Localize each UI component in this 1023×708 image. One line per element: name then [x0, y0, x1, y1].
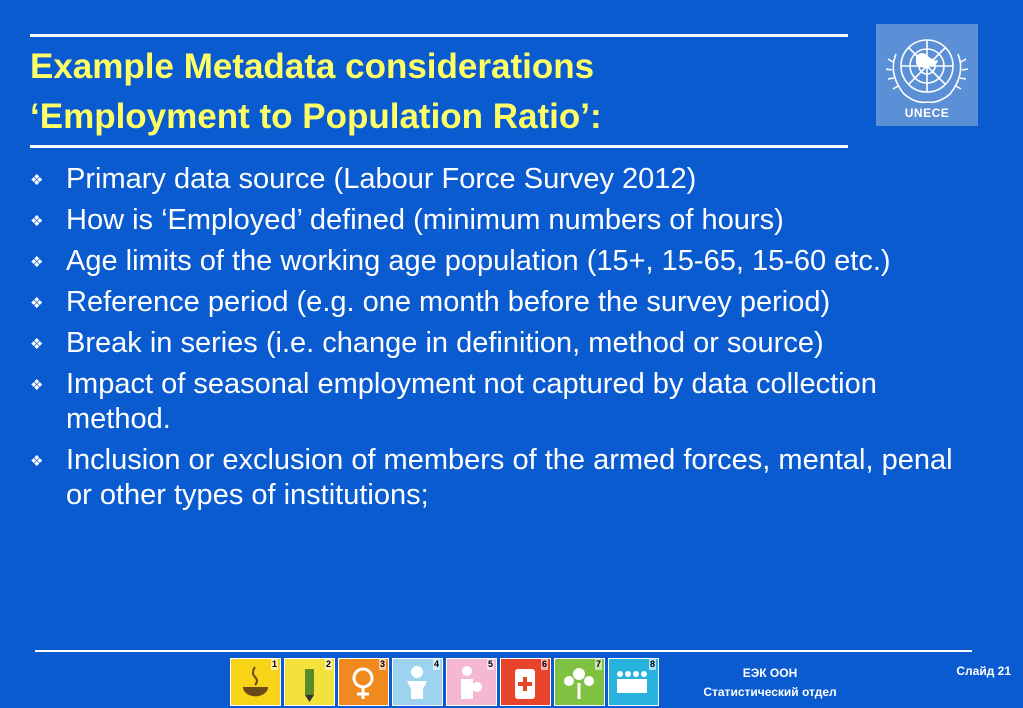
goal-number: 6	[541, 659, 547, 669]
bullet-item	[30, 367, 970, 437]
goal-number: 7	[595, 659, 601, 669]
bullet-text: Inclusion or exclusion of members of the armed forces, mental, penal or other types of institutions;	[66, 444, 953, 511]
bullet-item	[30, 203, 970, 238]
goal-number: 1	[271, 659, 277, 669]
goal-7-icon	[554, 658, 605, 706]
goal-number: 4	[433, 659, 439, 669]
mdg-goal-icons	[230, 658, 659, 706]
slide-title	[30, 42, 830, 142]
title-top-rule	[30, 34, 848, 37]
goal-number: 5	[487, 659, 493, 669]
un-emblem-icon	[876, 24, 978, 114]
goal-number: 3	[379, 659, 385, 669]
bullet-diamond-icon: ❖	[30, 254, 44, 271]
goal-5-icon	[446, 658, 497, 706]
footer-rule	[35, 650, 972, 652]
bullet-diamond-icon: ❖	[30, 336, 44, 353]
bullet-diamond-icon: ❖	[30, 172, 44, 189]
title-line-2: ‘Employment to Population Ratio’:	[30, 97, 602, 136]
org-name: ЕЭК ООН	[742, 666, 798, 680]
goal-8-icon	[608, 658, 659, 706]
bullet-item	[30, 326, 970, 361]
goal-3-icon	[338, 658, 389, 706]
slide-number: Слайд 21	[956, 664, 1011, 678]
logo-label: UNECE	[904, 106, 950, 120]
goal-6-icon	[500, 658, 551, 706]
title-bottom-rule	[30, 145, 848, 148]
bullet-item	[30, 285, 970, 320]
bullet-item	[30, 443, 970, 513]
footer-organization	[665, 664, 875, 702]
bullet-diamond-icon: ❖	[30, 377, 44, 394]
bullet-list	[30, 162, 970, 519]
bullet-text: Reference period (e.g. one month before the survey period)	[66, 286, 831, 318]
goal-1-icon	[230, 658, 281, 706]
bullet-text: Break in series (i.e. change in definition, method or source)	[66, 327, 824, 359]
title-line-1: Example Metadata considerations	[30, 47, 595, 86]
goal-4-icon	[392, 658, 443, 706]
bullet-diamond-icon: ❖	[30, 213, 44, 230]
goal-number: 8	[649, 659, 655, 669]
bullet-text: Age limits of the working age population (15+, 15-65, 15-60 etc.)	[66, 245, 891, 277]
bullet-text: How is ‘Employed’ defined (minimum numbers of hours)	[66, 204, 784, 236]
goal-number: 2	[325, 659, 331, 669]
bullet-item	[30, 244, 970, 279]
org-division: Статистический отдел	[703, 685, 837, 699]
unece-logo	[876, 24, 978, 126]
bullet-text: Primary data source (Labour Force Survey 2012)	[66, 163, 697, 195]
bullet-diamond-icon: ❖	[30, 295, 44, 312]
bullet-diamond-icon: ❖	[30, 453, 44, 470]
goal-2-icon	[284, 658, 335, 706]
bullet-text: Impact of seasonal employment not captured by data collection method.	[66, 368, 877, 435]
bullet-item	[30, 162, 970, 197]
